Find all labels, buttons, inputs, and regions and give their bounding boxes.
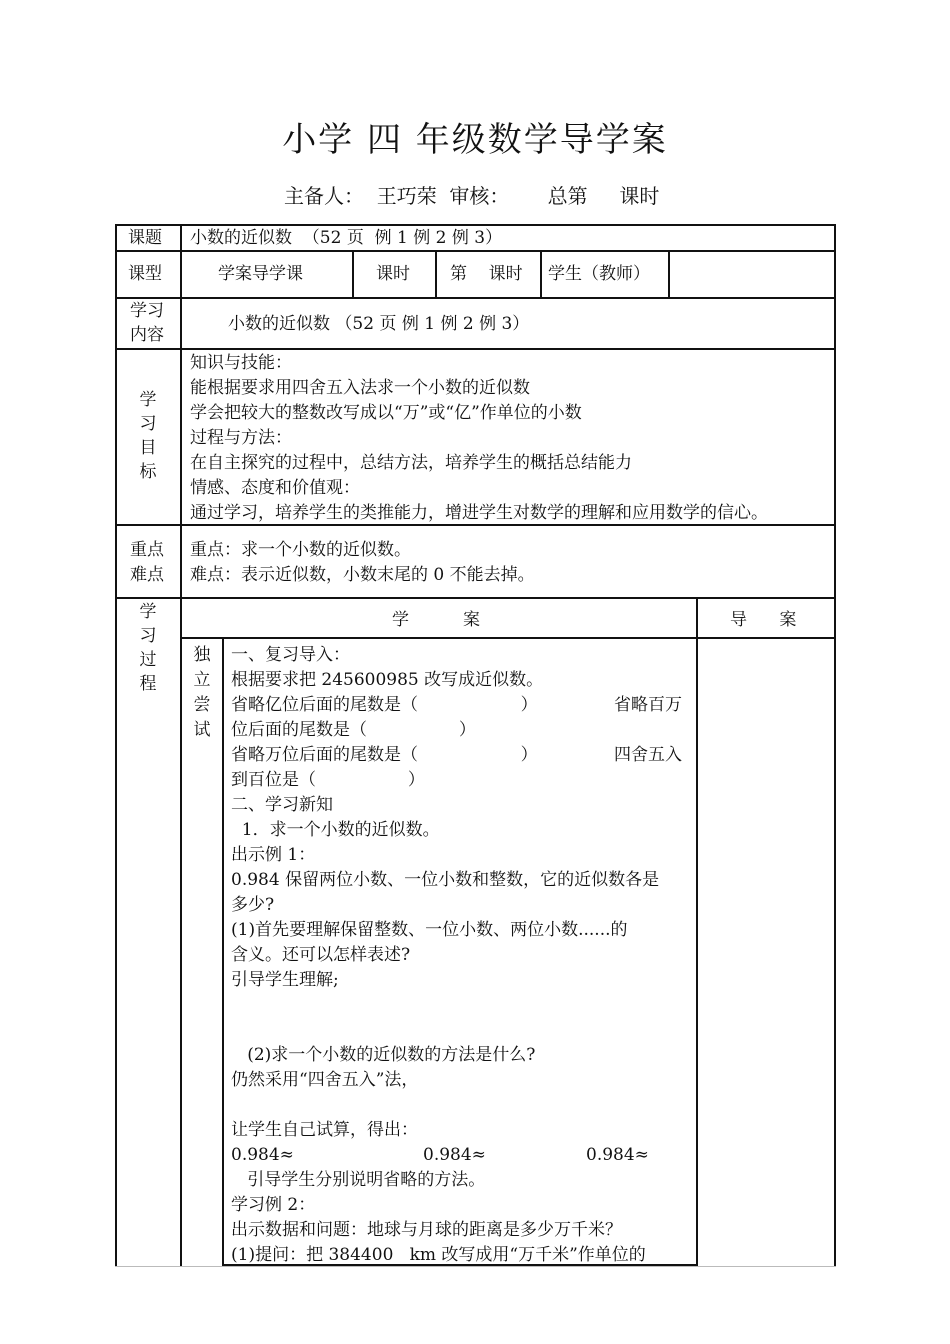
- content-value: 小数的近似数 （52 页 例 1 例 2 例 3）: [228, 314, 530, 334]
- process-line: 含义。还可以怎样表述?: [231, 945, 411, 965]
- goal-line: 学会把较大的整数改写成以“万”或“亿”作单位的小数: [190, 403, 582, 423]
- process-line: 出示数据和问题：地球与月球的距离是多少万千米？: [231, 1220, 622, 1240]
- student-label: 学生（教师）: [548, 264, 650, 284]
- document-byline: 主备人： 王巧荣 审核： 总第 课时: [284, 184, 660, 208]
- key-label-line2: 难点: [130, 565, 164, 585]
- goal-line: 知识与技能：: [190, 353, 292, 373]
- period-label: 课时: [376, 264, 410, 284]
- process-line: 1．求一个小数的近似数。: [231, 820, 440, 840]
- process-line: (2)求一个小数的近似数的方法是什么?: [231, 1045, 536, 1065]
- process-line: (1)提问：把 384400 km 改写成用“万千米”作单位的: [231, 1245, 646, 1265]
- process-line: 引导学生分别说明省略的方法。: [231, 1170, 486, 1190]
- process-line: 多少?: [231, 895, 275, 915]
- difficulty: 难点：表示近似数，小数末尾的 0 不能去掉。: [190, 565, 535, 585]
- goal-line: 过程与方法：: [190, 428, 292, 448]
- trial-label: 独 立 尝 试: [193, 645, 211, 740]
- process-line: 到百位是（ ）: [231, 770, 425, 790]
- process-line: 引导学生理解;: [231, 970, 339, 990]
- goal-line: 情感、态度和价值观：: [190, 478, 360, 498]
- process-line: 二、学习新知: [231, 795, 333, 815]
- process-line: 位后面的尾数是（ ）: [231, 720, 476, 740]
- process-line: 出示例 1：: [231, 845, 316, 865]
- process-line: 学习例 2：: [231, 1195, 316, 1215]
- process-line: 根据要求把 245600985 改写成近似数。: [231, 670, 544, 690]
- process-line: 省略万位后面的尾数是（ ）: [231, 745, 538, 765]
- process-line: 0.984≈: [586, 1145, 649, 1165]
- process-line: 省略百万: [614, 695, 682, 715]
- goal-line: 通过学习，培养学生的类推能力，增进学生对数学的理解和应用数学的信心。: [190, 503, 768, 523]
- plan-header: 学 案: [392, 610, 481, 630]
- process-line: 0.984≈: [231, 1145, 294, 1165]
- content-label-line2: 内容: [130, 325, 164, 345]
- content-label-line1: 学习: [130, 301, 164, 321]
- type-value: 学案导学课: [218, 264, 303, 284]
- process-line: 仍然采用“四舍五入”法，: [231, 1070, 419, 1090]
- topic-value: 小数的近似数 （52 页 例 1 例 2 例 3）: [190, 228, 503, 248]
- period-value: 第 课时: [450, 264, 523, 284]
- process-line: 0.984≈: [423, 1145, 486, 1165]
- type-label: 课型: [128, 264, 162, 284]
- process-line: 四舍五入: [614, 745, 682, 765]
- goal-line: 在自主探究的过程中，总结方法，培养学生的概括总结能力: [190, 453, 632, 473]
- process-line: (1)首先要理解保留整数、一位小数、两位小数......的: [231, 920, 628, 940]
- goals-label: 学 习 目 标: [139, 390, 157, 482]
- key-point: 重点：求一个小数的近似数。: [190, 540, 411, 560]
- process-line: 省略亿位后面的尾数是（ ）: [231, 695, 538, 715]
- key-label-line1: 重点: [130, 540, 164, 560]
- process-line: 一、复习导入：: [231, 645, 350, 665]
- process-line: 让学生自己试算，得出：: [231, 1120, 418, 1140]
- document-title: 小学 四 年级数学导学案: [282, 120, 668, 160]
- process-label: 学 习 过 程: [139, 602, 157, 694]
- topic-label: 课题: [128, 228, 162, 248]
- process-line: 0.984 保留两位小数、一位小数和整数，它的近似数各是: [231, 870, 660, 890]
- guide-header: 导 案: [730, 610, 797, 630]
- goal-line: 能根据要求用四舍五入法求一个小数的近似数: [190, 378, 530, 398]
